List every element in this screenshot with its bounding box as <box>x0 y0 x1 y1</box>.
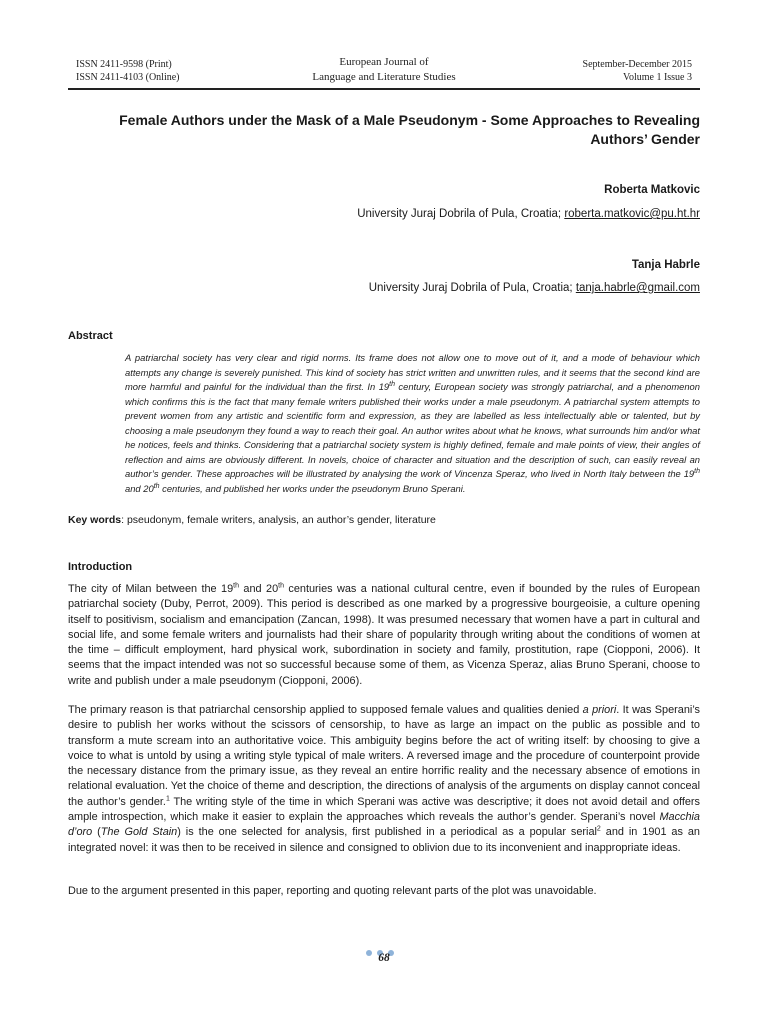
issue-date: September-December 2015 <box>582 59 692 70</box>
issn-print: ISSN 2411-9598 (Print) <box>76 59 172 70</box>
affiliation-text: University Juraj Dobrila of Pula, Croatia; <box>357 208 565 220</box>
header-rule <box>68 88 700 90</box>
keywords-text: : pseudonym, female writers, analysis, an author’s gender, literature <box>121 514 436 526</box>
paper-title: Female Authors under the Mask of a Male Pseudonym - Some Approaches to Revealing Authors’ Gender <box>119 112 700 147</box>
journal-name-line2: Language and Literature Studies <box>312 71 456 83</box>
running-header <box>68 58 700 88</box>
keywords <box>68 514 700 526</box>
body-paragraph-3: Due to the argument presented in this paper, reporting and quoting relevant parts of the plot was unavoidable. <box>68 885 597 897</box>
journal-name-line1: European Journal of <box>339 56 429 68</box>
footnote-ref-2[interactable]: 2 <box>596 825 601 833</box>
footnote-ref-1[interactable]: 1 <box>165 795 170 803</box>
issn-online: ISSN 2411-4103 (Online) <box>76 72 180 83</box>
section-heading-introduction: Introduction <box>68 561 133 573</box>
author-email-link[interactable]: tanja.habrle@gmail.com <box>575 282 700 294</box>
page-number: 68 <box>378 952 390 964</box>
issue-block <box>583 58 692 84</box>
author-email-link[interactable]: roberta.matkovic@pu.ht.hr <box>564 208 700 220</box>
keywords-label: Key words <box>68 514 122 526</box>
abstract-body: A patriarchal society has very clear and rigid norms. Its frame does not allow one to move out of it, and a mode of behaviour which attempts any change is severely punished. This kind of society has strict written and unwritten rules, and it seems that the second kind are more harmful and painful for the individual than the first. In 19th century, European society was strongly patriarchal, and a phenomenon which confirms this is the fact that many female writers published their works under a male pseudonym. A patriarchal system attempts to prevent women from any artistic and scientific form and expression, as they are labelled as less intellectually able or talented, but by choosing a male pseudonym they found a way to reach their goal. An author writes about what he knows, what surrounds him and/or what he notices, feels and thinks. Considering that a patriarchal society system is highly defined, female and male points of view, their angles of reflection and aims are obviously different. In novels, choice of character and situation and the description of such, can easily reveal an author’s gender. These approaches will be illustrated by analysing the work of Vincenza Speraz, who lived in North Italy between the 19th and 20th centuries, and published her works under the pseudonym Bruno Sperani. <box>125 352 700 494</box>
abstract-heading: Abstract <box>68 330 113 342</box>
author-name-2: Tanja Habrle <box>631 259 700 271</box>
footer-dots-ornament <box>366 943 402 951</box>
affiliation-text: University Juraj Dobrila of Pula, Croatia; <box>368 282 576 294</box>
issue-volume: Volume 1 Issue 3 <box>623 72 692 83</box>
author-affiliation-1 <box>357 208 700 220</box>
body-paragraph-2: The primary reason is that patriarchal censorship applied to supposed female values and qualities denied a priori. It was Sperani’s desire to publish her works without the scissors of censorship, to have as large an impact on the public as possible and to transform a mute scream into an authoritative voice. This ambiguity begins before the act of writing itself: by choosing to give a voice to what is untold by using a writing style typical of male writers. A reversed image and the procedure of counterpoint provide the necessary distance from the primary issue, as they reveal an entire horrific reality and the necessary absence of emotions in relational evaluation. Yet the choice of theme and description, the directions of analysis of the arguments on display cannot conceal the author’s gender.$^1$ The writing style of the time in which Sperani was active was descriptive; it does not avoid detail and offers ample introspection, which make it easier to explain the approaches which reveals the author’s gender. Sperani’s novel Macchia d’oro (The Gold Stain) is the one selected for analysis, first published in a periodical as a popular serial$^2$ and in 1901 as an integrated novel: it was then to be received in silence and consigned to oblivion due to its inconvenient and inappropriate ideas. <box>68 704 700 854</box>
author-name-1: Roberta Matkovic <box>604 184 700 196</box>
body-paragraph-1: The city of Milan between the 19th and 20th centuries was a national cultural centre, even if bounded by the rules of European patriarchal society (Duby, Perrot, 2009). This period is described as one marked by a progressive bourgeoisie, a culture opening itself to positivism, socialism and emancipation (Zancan, 1998). It was presumed necessary that women have a part in cultural and social life, and some female writers and journalists had their share of popularity through writing about the conditions of women at the time – difficult employment, hard physical work, subordination in society and family, prostitution, rape (Ciopponi, 2006). It seems that the impact intended was not so successful because some of them, as Vicenza Speraz, alias Bruno Sperani, choose to write and publish under a male pseudonym (Ciopponi, 2006). <box>68 582 701 687</box>
author-affiliation-2 <box>369 282 700 294</box>
